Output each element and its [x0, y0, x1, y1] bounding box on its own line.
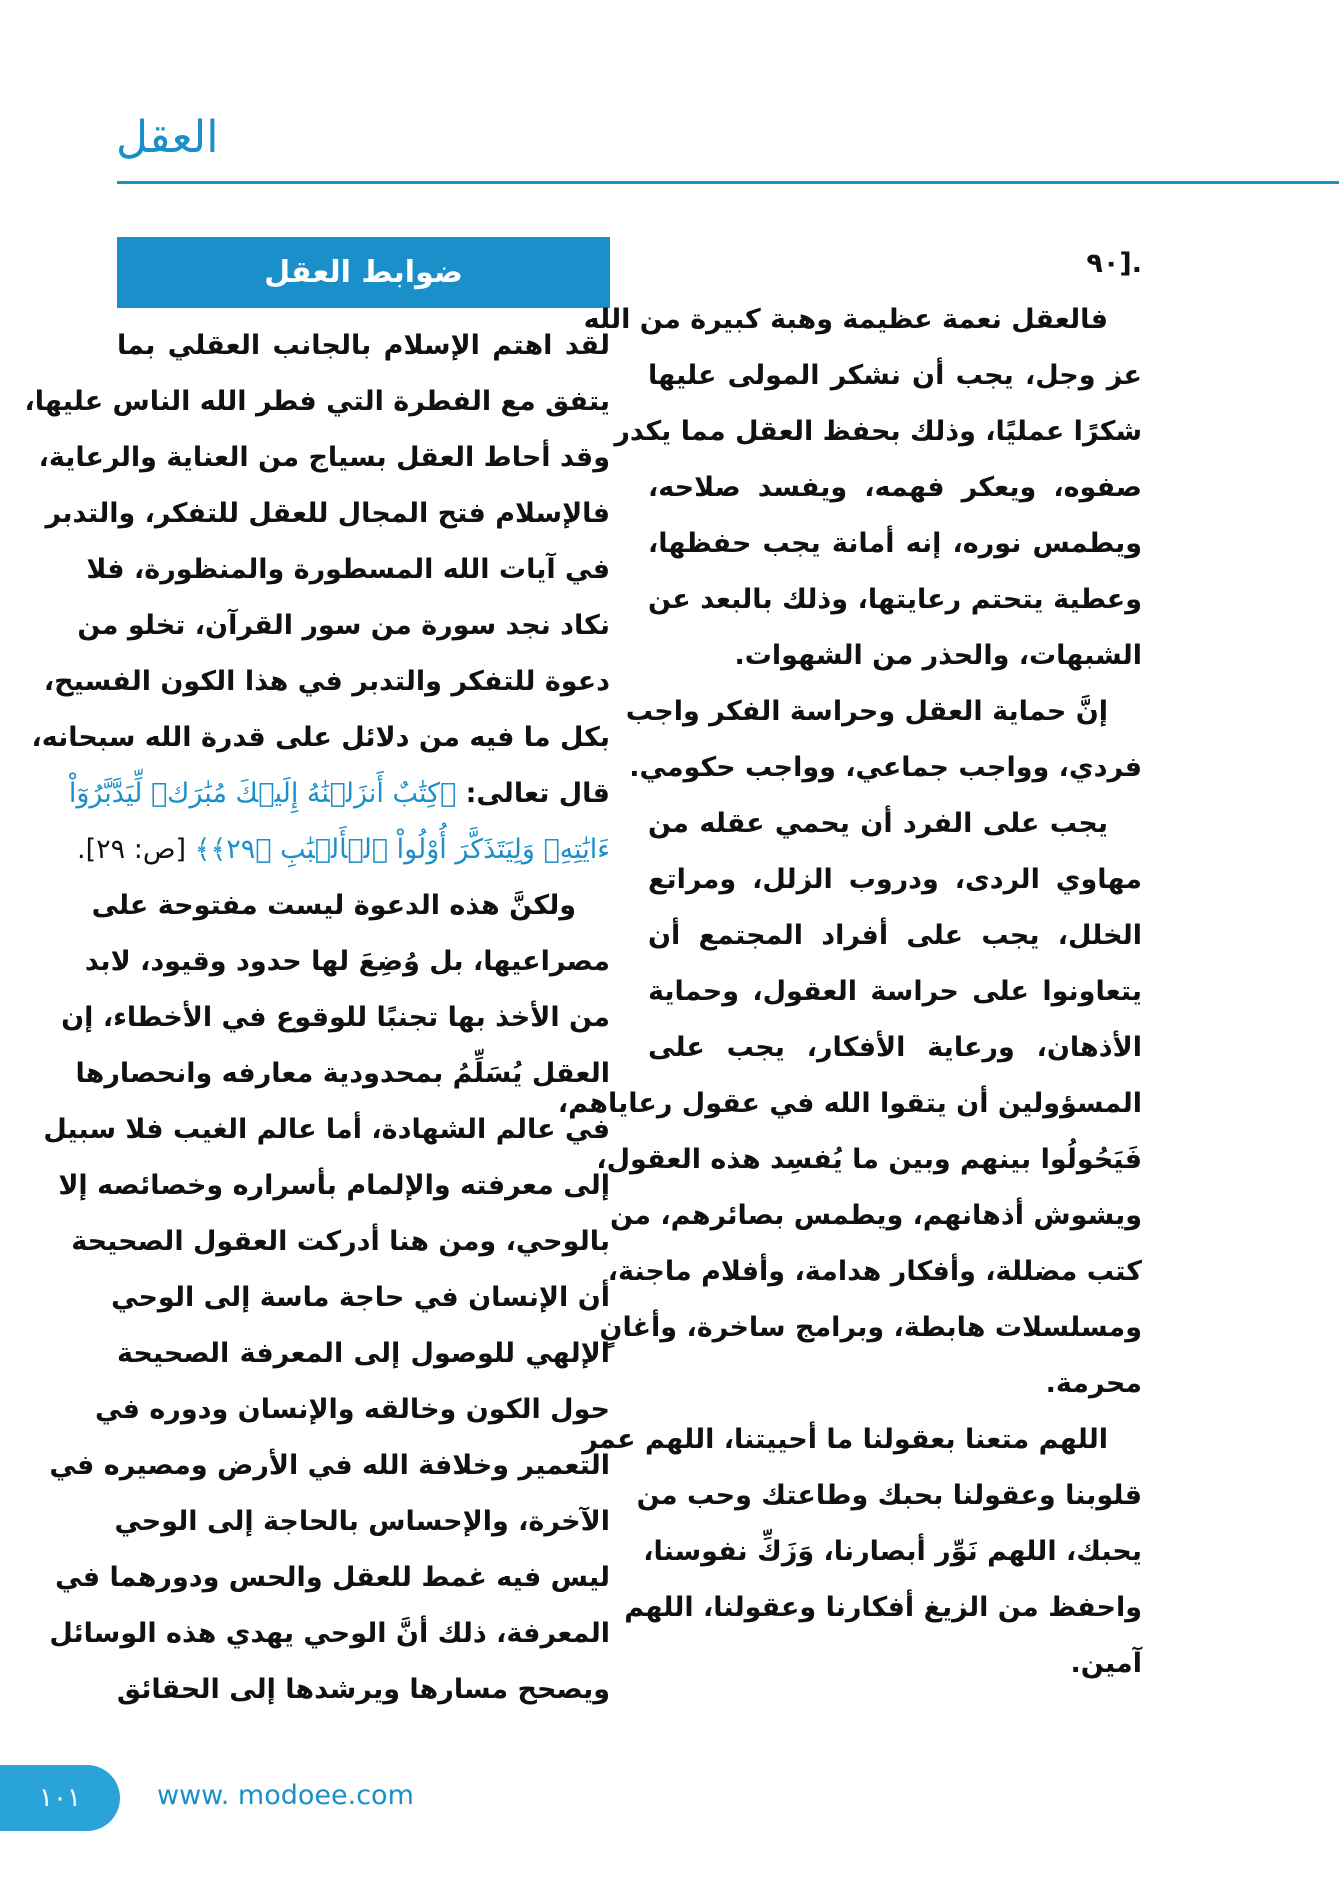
- text-line: الخلل، يجب على أفراد المجتمع أن: [648, 920, 1142, 951]
- text-line: إنَّ حماية العقل وحراسة الفكر واجب: [625, 696, 1108, 727]
- text-line: فردي، وواجب جماعي، وواجب حكومي.: [629, 752, 1142, 783]
- text-line: آمين.: [1070, 1648, 1142, 1679]
- text-line: فَيَحُولُوا بينهم وبين ما يُفسِد هذه العقول،: [596, 1144, 1142, 1175]
- text-line: يحبك، اللهم نَوِّر أبصارنا، وَزَكِّ نفوسنا،: [643, 1536, 1142, 1567]
- text-line: عز وجل، يجب أن نشكر المولى عليها: [648, 360, 1142, 391]
- quran-verse: ءَايَٰتِهِۦ وَلِيَتَذَكَّرَ أُوْلُواْ ٱلۡأَلۡبَٰبِ ﴿٢٩﴾﴾: [194, 834, 610, 865]
- chapter-title: العقل: [116, 112, 219, 163]
- quran-quote-line: [68, 766, 610, 822]
- text-line: المسؤولين أن يتقوا الله في عقول رعاياهم،: [557, 1088, 1142, 1119]
- page-number: ١٠١: [0, 1765, 120, 1831]
- text-line: .[٩٠: [1086, 248, 1142, 279]
- text-line: العقل يُسَلِّمُ بمحدودية معارفه وانحصارها: [75, 1058, 610, 1089]
- verse-reference: [ص: ٢٩].: [77, 834, 195, 865]
- text-line: يجب على الفرد أن يحمي عقله من: [648, 808, 1108, 839]
- text-line: إلى معرفته والإلمام بأسراره وخصائصه إلا: [58, 1170, 610, 1201]
- text-line: التعمير وخلافة الله في الأرض ومصيره في: [49, 1450, 610, 1481]
- text-line: كتب مضللة، وأفكار هدامة، وأفلام ماجنة،: [607, 1256, 1142, 1287]
- text-line: مهاوي الردى، ودروب الزلل، ومراتع: [648, 864, 1142, 895]
- text-line: الأذهان، ورعاية الأفكار، يجب على: [648, 1032, 1142, 1063]
- quran-quote-line: [77, 822, 610, 878]
- text-line: ومسلسلات هابطة، وبرامج ساخرة، وأغانٍ: [599, 1312, 1142, 1343]
- text-line: صفوه، ويعكر فهمه، ويفسد صلاحه،: [648, 472, 1142, 503]
- text-line: ويشوش أذهانهم، ويطمس بصائرهم، من: [609, 1200, 1142, 1231]
- text-line: الإلهي للوصول إلى المعرفة الصحيحة: [117, 1338, 610, 1369]
- text-line: الشبهات، والحذر من الشهوات.: [734, 640, 1142, 671]
- text-line: بالوحي، ومن هنا أدركت العقول الصحيحة: [71, 1226, 610, 1257]
- text-line: قلوبنا وعقولنا بحبك وطاعتك وحب من: [636, 1480, 1142, 1511]
- right-column: [557, 236, 1142, 1692]
- website-link[interactable]: www. modoee.com: [157, 1780, 414, 1811]
- text-line: وقد أحاط العقل بسياج من العناية والرعاية،: [38, 442, 610, 473]
- text-line: فالعقل نعمة عظيمة وهبة كبيرة من الله: [583, 304, 1108, 335]
- text-line: محرمة.: [1045, 1368, 1142, 1399]
- text-line: ولكنَّ هذه الدعوة ليست مفتوحة على: [91, 890, 576, 921]
- text-line: وعطية يتحتم رعايتها، وذلك بالبعد عن: [648, 584, 1142, 615]
- text-line: دعوة للتفكر والتدبر في هذا الكون الفسيح،: [43, 666, 610, 697]
- quote-intro: قال تعالى:: [456, 778, 610, 809]
- text-line: لقد اهتم الإسلام بالجانب العقلي بما: [117, 330, 610, 361]
- text-line: مصراعيها، بل وُضِعَ لها حدود وقيود، لابد: [84, 946, 610, 977]
- text-line: حول الكون وخالقه والإنسان ودوره في: [94, 1394, 610, 1425]
- text-line: في آيات الله المسطورة والمنظورة، فلا: [86, 554, 610, 585]
- left-column: [24, 318, 610, 1718]
- text-line: واحفظ من الزيغ أفكارنا وعقولنا، اللهم: [624, 1592, 1142, 1623]
- text-line: من الأخذ بها تجنبًا للوقوع في الأخطاء، إن: [61, 1002, 610, 1033]
- quran-verse: ﴿كِتَٰبٌ أَنزَلۡنَٰهُ إِلَيۡكَ مُبَٰرَكٞ لِّيَدَّبَّرُوٓاْ: [68, 778, 457, 809]
- text-line: ويصحح مسارها ويرشدها إلى الحقائق: [116, 1674, 610, 1705]
- text-line: الآخرة، والإحساس بالحاجة إلى الوحي: [114, 1506, 610, 1537]
- text-line: اللهم متعنا بعقولنا ما أحييتنا، اللهم عمر: [582, 1424, 1108, 1455]
- section-heading: ضوابط العقل: [117, 237, 610, 308]
- text-line: شكرًا عمليًا، وذلك بحفظ العقل مما يكدر: [614, 416, 1142, 447]
- text-line: بكل ما فيه من دلائل على قدرة الله سبحانه،: [31, 722, 610, 753]
- text-line: ليس فيه غمط للعقل والحس ودورهما في: [55, 1562, 610, 1593]
- header-divider: [117, 181, 1339, 184]
- text-line: في عالم الشهادة، أما عالم الغيب فلا سبيل: [43, 1114, 610, 1145]
- text-line: ويطمس نوره، إنه أمانة يجب حفظها،: [648, 528, 1142, 559]
- text-line: المعرفة، ذلك أنَّ الوحي يهدي هذه الوسائل: [49, 1618, 610, 1649]
- text-line: أن الإنسان في حاجة ماسة إلى الوحي: [111, 1282, 610, 1313]
- text-line: يتعاونوا على حراسة العقول، وحماية: [648, 976, 1142, 1007]
- text-line: فالإسلام فتح المجال للعقل للتفكر، والتدبر: [45, 498, 610, 529]
- text-line: نكاد نجد سورة من سور القرآن، تخلو من: [77, 610, 610, 641]
- text-line: يتفق مع الفطرة التي فطر الله الناس عليها،: [24, 386, 610, 417]
